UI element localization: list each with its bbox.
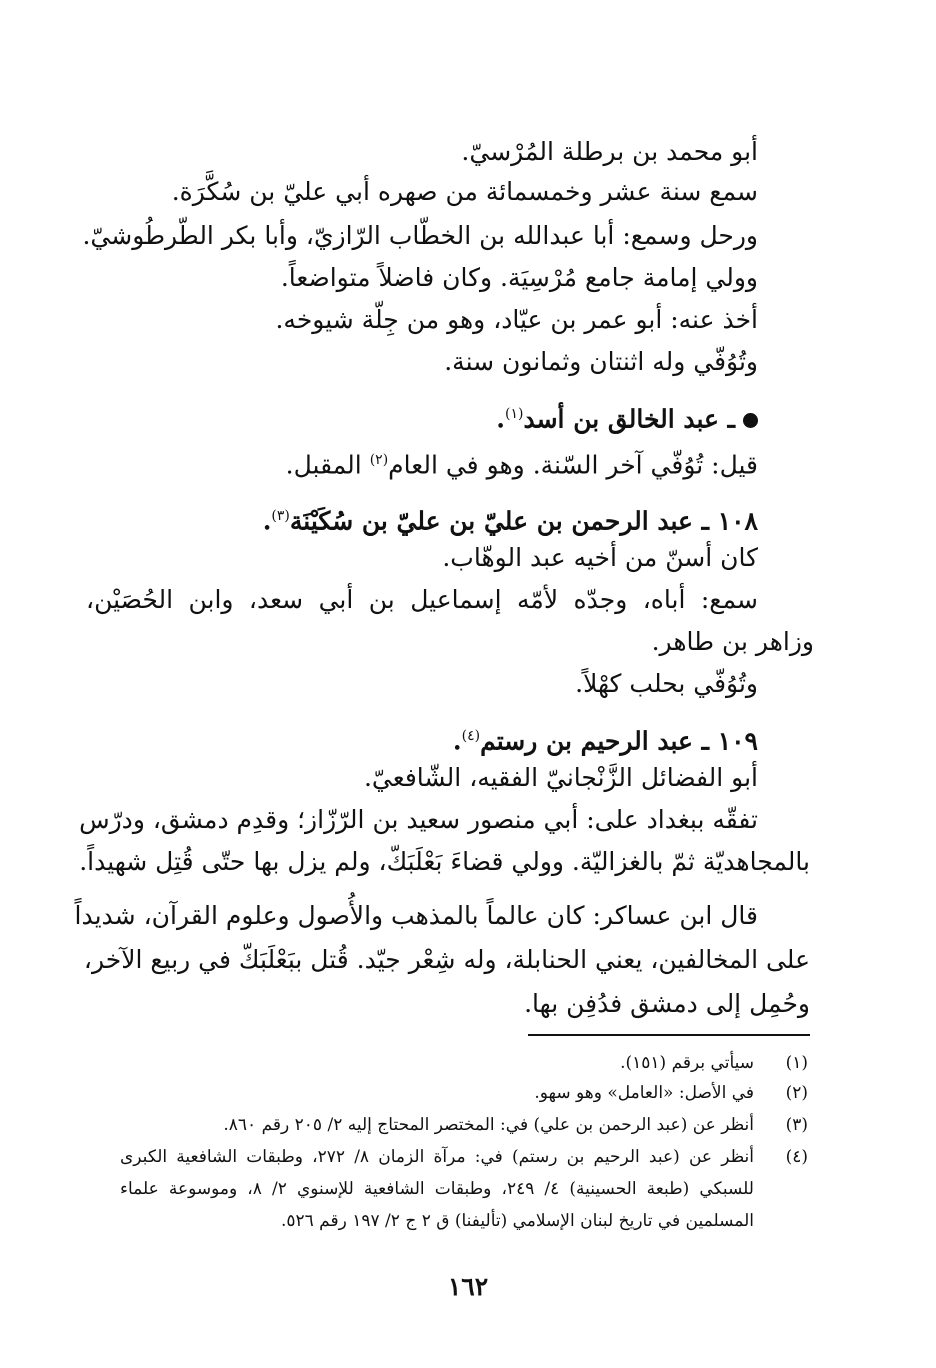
- footnote-text: المسلمين في تاريخ لبنان الإسلامي (تأليفنا) ق ٢ ج ٢/ ١٩٧ رقم ٥٢٦.: [280, 1211, 754, 1231]
- footnote-text: أنظر عن (عبد الرحمن بن علي) في: المختصر المحتاج إليه ٢/ ٢٠٥ رقم ٨٦٠.: [223, 1115, 754, 1135]
- body-line: أبو الفضائل الزَّنْجانيّ الفقيه، الشّافعيّ.: [363, 763, 758, 792]
- body-line: وحُمِل إلى دمشق فدُفِن بها.: [524, 989, 810, 1018]
- footnote-ref: (٤): [461, 728, 481, 744]
- body-line: تفقّه ببغداد على: أبي منصور سعيد بن الرّزّاز؛ وقدِم دمشق، ودرّس: [79, 805, 758, 834]
- entry-heading-109: ١٠٩ ـ عبد الرحيم بن رستم$^{(٤)}$.: [452, 726, 758, 756]
- body-line: على المخالفين، يعني الحنابلة، وله شِعْر جيّد. قُتل ببَعْلَبَكّ في ربيع الآخر،: [83, 945, 810, 974]
- footnote-text: للسبكي (طبعة الحسينية) ٤/ ٢٤٩، وطبقات الشافعية للإسنوي ٢/ ٨، وموسوعة علماء: [120, 1179, 754, 1199]
- body-line: سمع: أباه، وجدّه لأمّه إسماعيل بن أبي سعد، وابن الحُصَيْن،: [86, 585, 758, 614]
- page-number: ١٦٢: [447, 1272, 489, 1301]
- footnote-text: سيأتي برقم (١٥١).: [620, 1053, 754, 1073]
- footnote-number: (٤): [785, 1147, 808, 1167]
- footnote-ref: (٢): [369, 452, 389, 468]
- bullet-icon: [743, 413, 758, 428]
- body-line: كان أسنّ من أخيه عبد الوهّاب.: [442, 543, 758, 572]
- body-line: وولي إمامة جامع مُرْسِيَة. وكان فاضلاً متواضعاً.: [280, 263, 758, 292]
- body-line: سمع سنة عشر وخمسمائة من صهره أبي عليّ بن سُكَّرَة.: [171, 177, 758, 206]
- entry-heading-bullet: ـ عبد الخالق بن أسد$^{(١)}$.: [496, 394, 758, 439]
- body-line: قال ابن عساكر: كان عالماً بالمذهب والأُصول وعلوم القرآن، شديداً: [74, 901, 758, 930]
- footnote-ref: (١): [505, 406, 524, 422]
- entry-heading-108: ١٠٨ ـ عبد الرحمن بن عليّ بن عليّ بن سُكَيْنَة$^{(٣)}$.: [262, 506, 758, 536]
- body-line: وتُوُفّي بحلب كهْلاً.: [575, 669, 758, 698]
- body-line: أبو محمد بن برطلة المُرْسيّ.: [461, 137, 758, 166]
- footnote-text: أنظر عن (عبد الرحيم بن رستم) في: مرآة الزمان ٨/ ٢٧٢، وطبقات الشافعية الكبرى: [120, 1147, 754, 1167]
- footnote-number: (٢): [785, 1083, 808, 1103]
- footnote-number: (١): [785, 1053, 808, 1073]
- footnote-divider: [528, 1034, 810, 1036]
- footnote-text: في الأصل: «العامل» وهو سهو.: [534, 1083, 754, 1103]
- body-line: قيل: تُوُفّي آخر السّنة. وهو في العام$^{(٢)}$ المقبل.: [285, 450, 758, 480]
- body-line: وزاهر بن طاهر.: [651, 627, 814, 656]
- body-line: وتُوُفّي وله اثنتان وثمانون سنة.: [444, 347, 758, 376]
- footnote-ref: (٣): [271, 508, 290, 524]
- body-line: ورحل وسمع: أبا عبدالله بن الخطّاب الرّازيّ، وأبا بكر الطّرطُوشيّ.: [82, 221, 758, 250]
- footnote-number: (٣): [785, 1115, 808, 1135]
- body-line: أخذ عنه: أبو عمر بن عيّاد، وهو من جِلّة شيوخه.: [275, 305, 758, 334]
- body-line: بالمجاهديّة ثمّ بالغزاليّة. وولي قضاءَ بَعْلَبَكّ، ولم يزل بها حتّى قُتِل شهيداً.: [79, 847, 810, 876]
